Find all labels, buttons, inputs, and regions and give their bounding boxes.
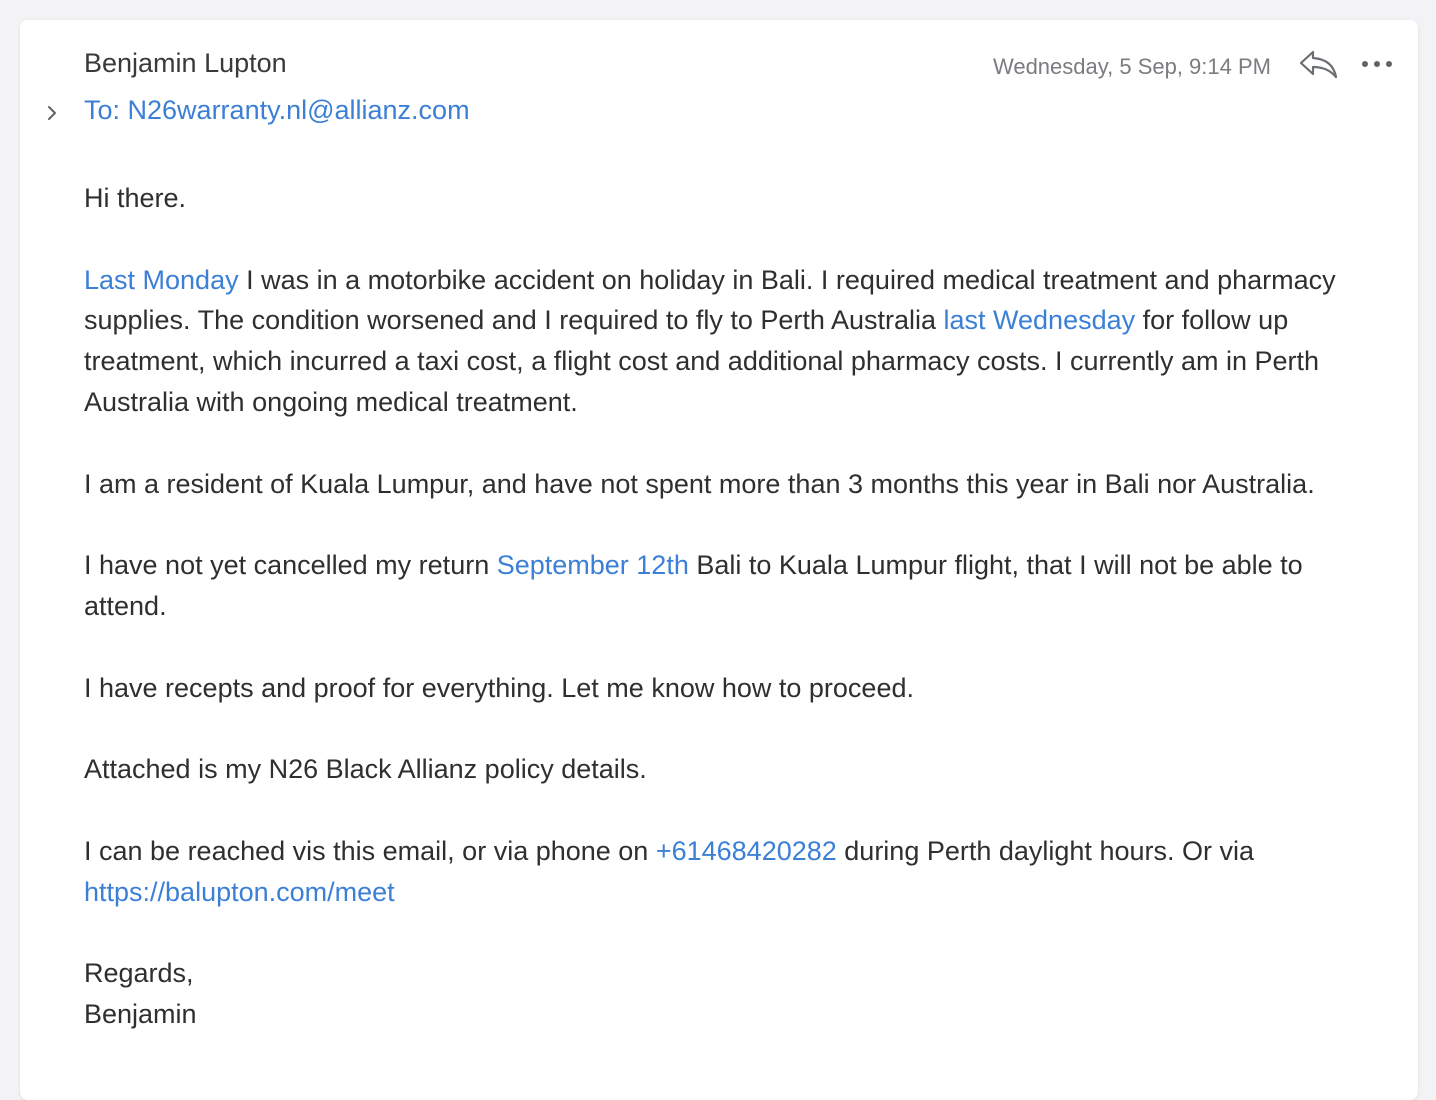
paragraph-text: for follow up treatment, which incurred a taxi cost, a flight cost and additional pharmacy costs. I currently am in Perth Australia with ongoing medical treatment.	[84, 305, 1320, 417]
receipts-paragraph	[84, 668, 1384, 709]
meet-url-link[interactable]: https://balupton.com/meet	[84, 876, 395, 907]
date-link-last-wednesday[interactable]: last Wednesday	[943, 305, 1136, 336]
paragraph-text: Attached is my N26 Black Allianz policy details.	[84, 754, 647, 785]
greeting-paragraph	[84, 178, 1384, 219]
sender-name[interactable]: Benjamin Lupton	[84, 48, 287, 78]
chevron-right-icon[interactable]	[44, 102, 60, 124]
greeting-text: Hi there.	[84, 183, 187, 213]
closing-text: Regards,	[84, 958, 194, 989]
paragraph-text: Bali to Kuala Lumpur flight, that I will not be able to attend.	[84, 550, 1303, 621]
message-date: Wednesday, 5 Sep, 9:14 PM	[992, 54, 1271, 79]
recipient-link[interactable]: To: N26warranty.nl@allianz.com	[84, 95, 470, 125]
flight-paragraph	[84, 545, 1384, 627]
residency-paragraph	[84, 464, 1384, 505]
date-link-september-12th[interactable]: September 12th	[496, 550, 689, 581]
paragraph-text: I am a resident of Kuala Lumpur, and have not spent more than 3 months this year in Bali nor Australia.	[84, 468, 1315, 499]
contact-paragraph	[84, 831, 1384, 913]
attachment-paragraph	[84, 749, 1384, 790]
message-body	[84, 178, 1384, 1035]
accident-paragraph	[84, 260, 1384, 423]
email-message-card	[20, 20, 1418, 1100]
paragraph-text: I was in a motorbike accident on holiday in Bali. I required medical treatment and pharmacy supplies. The condition worsened and I required to fly to Perth Australia	[84, 264, 1336, 336]
paragraph-text: I have not yet cancelled my return	[84, 550, 497, 581]
paragraph-text: during Perth daylight hours. Or via	[836, 835, 1254, 866]
date-link-last-monday[interactable]: Last Monday	[84, 264, 239, 295]
signature-text: Benjamin	[84, 998, 197, 1029]
phone-link[interactable]: +61468420282	[655, 835, 837, 866]
reply-icon[interactable]	[1296, 46, 1340, 82]
more-horizontal-icon[interactable]	[1360, 52, 1394, 81]
paragraph-text: I have recepts and proof for everything. Let me know how to proceed.	[84, 672, 914, 703]
paragraph-text: I can be reached vis this email, or via phone on	[84, 835, 656, 866]
signoff-paragraph	[84, 953, 1384, 1035]
